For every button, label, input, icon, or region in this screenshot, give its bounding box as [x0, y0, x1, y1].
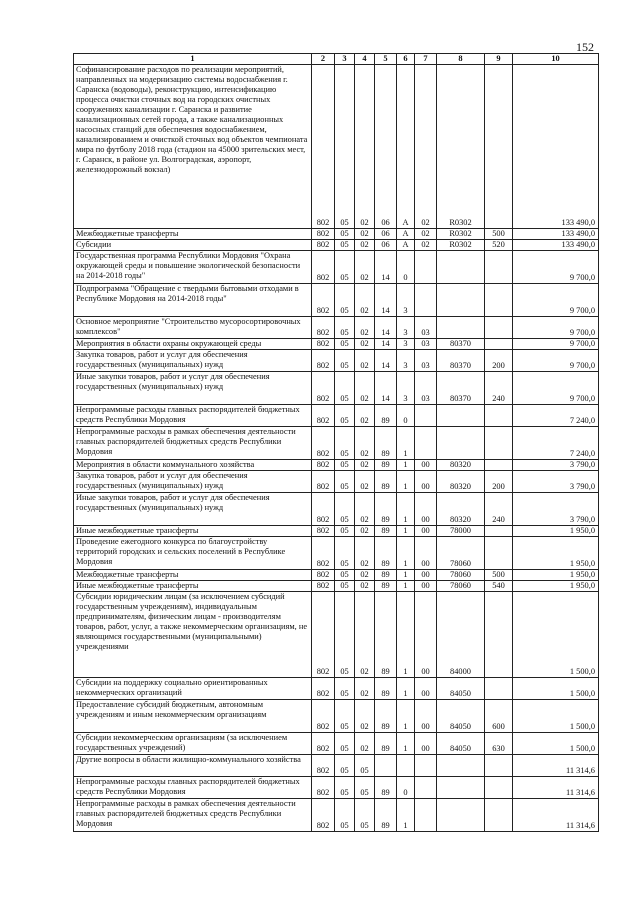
- activity-cell: [415, 755, 437, 777]
- expense-type-cell: [485, 678, 513, 700]
- direction-cell: 84050: [437, 700, 485, 733]
- activity-cell: [415, 799, 437, 832]
- budget-table-wrapper: [73, 53, 599, 832]
- subprogram-cell: А: [397, 229, 415, 240]
- activity-cell: 03: [415, 350, 437, 372]
- subsection-cell: 02: [355, 427, 375, 460]
- program-cell: 14: [375, 317, 397, 339]
- activity-cell: 02: [415, 229, 437, 240]
- activity-cell: 00: [415, 592, 437, 678]
- section-cell: 05: [335, 700, 355, 733]
- table-row: [74, 733, 599, 755]
- program-cell: 89: [375, 733, 397, 755]
- amount-cell: 9 700,0: [513, 284, 599, 317]
- column-header-5: 5: [375, 54, 397, 65]
- direction-cell: 80370: [437, 339, 485, 350]
- activity-cell: 00: [415, 526, 437, 537]
- expense-type-cell: [485, 460, 513, 471]
- direction-cell: 78000: [437, 526, 485, 537]
- row-name-cell: Субсидии юридическим лицам (за исключением субсидий государственным учреждениям), индивидуальным предпринимателям, физическим лицам - производителям товаров, работ, услуг, а также некоммерческим организациям, не являющимся государственными (муниципальными) учреждениями: [74, 592, 312, 678]
- direction-cell: [437, 777, 485, 799]
- table-row: [74, 471, 599, 493]
- section-cell: 05: [335, 581, 355, 592]
- table-row: [74, 284, 599, 317]
- amount-cell: 1 950,0: [513, 526, 599, 537]
- subprogram-cell: 3: [397, 350, 415, 372]
- grbs-cell: 802: [312, 350, 335, 372]
- direction-cell: 80320: [437, 460, 485, 471]
- subsection-cell: 02: [355, 460, 375, 471]
- amount-cell: 7 240,0: [513, 405, 599, 427]
- amount-cell: 133 490,0: [513, 65, 599, 229]
- activity-cell: [415, 284, 437, 317]
- activity-cell: 00: [415, 700, 437, 733]
- table-body: [74, 65, 599, 832]
- program-cell: 89: [375, 799, 397, 832]
- table-row: [74, 537, 599, 570]
- table-row: [74, 460, 599, 471]
- program-cell: 89: [375, 700, 397, 733]
- table-row: [74, 251, 599, 284]
- row-name-cell: Иные закупки товаров, работ и услуг для обеспечения государственных (муниципальных) нужд: [74, 372, 312, 405]
- direction-cell: 80370: [437, 350, 485, 372]
- program-cell: 14: [375, 339, 397, 350]
- table-row: [74, 526, 599, 537]
- subprogram-cell: 1: [397, 460, 415, 471]
- grbs-cell: 802: [312, 240, 335, 251]
- amount-cell: 1 500,0: [513, 733, 599, 755]
- subsection-cell: 02: [355, 678, 375, 700]
- table-row: [74, 65, 599, 229]
- direction-cell: [437, 251, 485, 284]
- amount-cell: 1 500,0: [513, 592, 599, 678]
- column-header-9: 9: [485, 54, 513, 65]
- section-cell: 05: [335, 284, 355, 317]
- grbs-cell: 802: [312, 460, 335, 471]
- section-cell: 05: [335, 471, 355, 493]
- section-cell: 05: [335, 526, 355, 537]
- direction-cell: [437, 405, 485, 427]
- expense-type-cell: 600: [485, 700, 513, 733]
- subsection-cell: 02: [355, 493, 375, 526]
- direction-cell: [437, 317, 485, 339]
- row-name-cell: Непрограммные расходы главных распорядителей бюджетных средств Республики Мордовия: [74, 777, 312, 799]
- expense-type-cell: [485, 526, 513, 537]
- program-cell: 89: [375, 581, 397, 592]
- row-name-cell: Межбюджетные трансферты: [74, 229, 312, 240]
- activity-cell: 00: [415, 581, 437, 592]
- subsection-cell: 02: [355, 581, 375, 592]
- expense-type-cell: [485, 405, 513, 427]
- amount-cell: 3 790,0: [513, 493, 599, 526]
- activity-cell: [415, 427, 437, 460]
- subsection-cell: 02: [355, 339, 375, 350]
- column-header-2: 2: [312, 54, 335, 65]
- direction-cell: [437, 755, 485, 777]
- amount-cell: 3 790,0: [513, 471, 599, 493]
- row-name-cell: Софинансирование расходов по реализации мероприятий, направленных на модернизацию системы водоснабжения г. Саранска (водоводы), реконструкцию, интенсификацию процесса очистки сточных вод на городских очистных сооружениях канализации г. Саранска и развитие канализационных сетей города, а также канализационных насосных станций для обеспечения водоснабжением, канализированием и очисткой сточных вод объектов чемпионата мира по футболу 2018 года (стадион на 45000 зрительских мест, г. Саранск, в районе ул. Волгоградская, аэропорт, железнодорожный вокзал): [74, 65, 312, 229]
- subprogram-cell: 1: [397, 592, 415, 678]
- subsection-cell: 02: [355, 284, 375, 317]
- activity-cell: 02: [415, 240, 437, 251]
- table-row: [74, 678, 599, 700]
- activity-cell: 02: [415, 65, 437, 229]
- subsection-cell: 05: [355, 755, 375, 777]
- subprogram-cell: 3: [397, 339, 415, 350]
- grbs-cell: 802: [312, 592, 335, 678]
- subsection-cell: 02: [355, 229, 375, 240]
- subsection-cell: 02: [355, 471, 375, 493]
- amount-cell: 1 950,0: [513, 537, 599, 570]
- subsection-cell: 02: [355, 65, 375, 229]
- direction-cell: 84050: [437, 678, 485, 700]
- program-cell: 14: [375, 372, 397, 405]
- direction-cell: 78060: [437, 581, 485, 592]
- amount-cell: 9 700,0: [513, 317, 599, 339]
- activity-cell: 00: [415, 570, 437, 581]
- section-cell: 05: [335, 460, 355, 471]
- grbs-cell: 802: [312, 755, 335, 777]
- program-cell: 06: [375, 240, 397, 251]
- amount-cell: 7 240,0: [513, 427, 599, 460]
- table-row: [74, 570, 599, 581]
- grbs-cell: 802: [312, 229, 335, 240]
- subsection-cell: 02: [355, 372, 375, 405]
- row-name-cell: Субсидии некоммерческим организациям (за исключением государственных учреждений): [74, 733, 312, 755]
- expense-type-cell: 240: [485, 372, 513, 405]
- section-cell: 05: [335, 493, 355, 526]
- section-cell: 05: [335, 405, 355, 427]
- grbs-cell: 802: [312, 372, 335, 405]
- program-cell: 06: [375, 229, 397, 240]
- activity-cell: [415, 777, 437, 799]
- column-header-8: 8: [437, 54, 485, 65]
- row-name-cell: Непрограммные расходы главных распорядителей бюджетных средств Республики Мордовия: [74, 405, 312, 427]
- amount-cell: 1 500,0: [513, 678, 599, 700]
- subsection-cell: 02: [355, 592, 375, 678]
- row-name-cell: Непрограммные расходы в рамках обеспечения деятельности главных распорядителей бюджетных средств Республики Мордовия: [74, 799, 312, 832]
- amount-cell: 9 700,0: [513, 372, 599, 405]
- table-row: [74, 229, 599, 240]
- subprogram-cell: 1: [397, 733, 415, 755]
- amount-cell: 9 700,0: [513, 251, 599, 284]
- row-name-cell: Субсидии на поддержку социально ориентированных некоммерческих организаций: [74, 678, 312, 700]
- activity-cell: 03: [415, 317, 437, 339]
- grbs-cell: 802: [312, 427, 335, 460]
- program-cell: 89: [375, 405, 397, 427]
- amount-cell: 1 950,0: [513, 570, 599, 581]
- row-name-cell: Основное мероприятие "Строительство мусоросортировочных комплексов": [74, 317, 312, 339]
- activity-cell: 03: [415, 339, 437, 350]
- program-cell: 89: [375, 526, 397, 537]
- subprogram-cell: 1: [397, 526, 415, 537]
- expense-type-cell: 200: [485, 350, 513, 372]
- expense-type-cell: 500: [485, 570, 513, 581]
- grbs-cell: 802: [312, 537, 335, 570]
- subsection-cell: 05: [355, 799, 375, 832]
- direction-cell: R0302: [437, 229, 485, 240]
- expense-type-cell: [485, 799, 513, 832]
- subsection-cell: 02: [355, 317, 375, 339]
- direction-cell: [437, 799, 485, 832]
- expense-type-cell: [485, 317, 513, 339]
- subprogram-cell: 1: [397, 799, 415, 832]
- expense-type-cell: [485, 537, 513, 570]
- activity-cell: 00: [415, 460, 437, 471]
- grbs-cell: 802: [312, 471, 335, 493]
- expense-type-cell: 240: [485, 493, 513, 526]
- grbs-cell: 802: [312, 700, 335, 733]
- subprogram-cell: 0: [397, 405, 415, 427]
- amount-cell: 11 314,6: [513, 755, 599, 777]
- direction-cell: 80320: [437, 471, 485, 493]
- grbs-cell: 802: [312, 526, 335, 537]
- direction-cell: R0302: [437, 240, 485, 251]
- expense-type-cell: [485, 284, 513, 317]
- grbs-cell: 802: [312, 65, 335, 229]
- section-cell: 05: [335, 339, 355, 350]
- subprogram-cell: 3: [397, 317, 415, 339]
- subprogram-cell: 1: [397, 678, 415, 700]
- section-cell: 05: [335, 537, 355, 570]
- grbs-cell: 802: [312, 493, 335, 526]
- expense-type-cell: 630: [485, 733, 513, 755]
- expense-type-cell: [485, 755, 513, 777]
- expense-type-cell: [485, 777, 513, 799]
- program-cell: 89: [375, 537, 397, 570]
- page-number: 152: [576, 40, 594, 54]
- activity-cell: 00: [415, 471, 437, 493]
- grbs-cell: 802: [312, 570, 335, 581]
- budget-table: [73, 53, 599, 832]
- program-cell: 89: [375, 777, 397, 799]
- table-row: [74, 755, 599, 777]
- section-cell: 05: [335, 317, 355, 339]
- activity-cell: 00: [415, 537, 437, 570]
- row-name-cell: Мероприятия в области охраны окружающей среды: [74, 339, 312, 350]
- subsection-cell: 02: [355, 733, 375, 755]
- direction-cell: [437, 284, 485, 317]
- activity-cell: [415, 405, 437, 427]
- column-header-4: 4: [355, 54, 375, 65]
- grbs-cell: 802: [312, 777, 335, 799]
- subsection-cell: 02: [355, 700, 375, 733]
- grbs-cell: 802: [312, 733, 335, 755]
- row-name-cell: Подпрограмма "Обращение с твердыми бытовыми отходами в Республике Мордовия на 2014-2018 годы": [74, 284, 312, 317]
- row-name-cell: Иные межбюджетные трансферты: [74, 581, 312, 592]
- expense-type-cell: 540: [485, 581, 513, 592]
- column-header-10: 10: [513, 54, 599, 65]
- subsection-cell: 02: [355, 526, 375, 537]
- amount-cell: 1 950,0: [513, 581, 599, 592]
- section-cell: 05: [335, 570, 355, 581]
- program-cell: 14: [375, 251, 397, 284]
- table-row: [74, 350, 599, 372]
- section-cell: 05: [335, 65, 355, 229]
- column-header-3: 3: [335, 54, 355, 65]
- table-row: [74, 317, 599, 339]
- expense-type-cell: [485, 65, 513, 229]
- section-cell: 05: [335, 427, 355, 460]
- direction-cell: 78060: [437, 570, 485, 581]
- amount-cell: 133 490,0: [513, 229, 599, 240]
- subprogram-cell: 0: [397, 251, 415, 284]
- table-row: [74, 592, 599, 678]
- program-cell: 89: [375, 592, 397, 678]
- table-row: [74, 777, 599, 799]
- row-name-cell: Субсидии: [74, 240, 312, 251]
- expense-type-cell: [485, 592, 513, 678]
- grbs-cell: 802: [312, 799, 335, 832]
- activity-cell: 00: [415, 493, 437, 526]
- direction-cell: 78060: [437, 537, 485, 570]
- column-header-1: 1: [74, 54, 312, 65]
- subprogram-cell: 1: [397, 570, 415, 581]
- subsection-cell: 02: [355, 537, 375, 570]
- row-name-cell: Предоставление субсидий бюджетным, автономным учреждениям и иным некоммерческим организациям: [74, 700, 312, 733]
- table-row: [74, 581, 599, 592]
- section-cell: 05: [335, 240, 355, 251]
- expense-type-cell: [485, 339, 513, 350]
- row-name-cell: Закупка товаров, работ и услуг для обеспечения государственных (муниципальных) нужд: [74, 350, 312, 372]
- table-row: [74, 493, 599, 526]
- subsection-cell: 02: [355, 251, 375, 284]
- row-name-cell: Проведение ежегодного конкурса по благоустройству территорий городских и сельских поселений в Республике Мордовия: [74, 537, 312, 570]
- table-row: [74, 700, 599, 733]
- subprogram-cell: 0: [397, 777, 415, 799]
- grbs-cell: 802: [312, 317, 335, 339]
- subsection-cell: 05: [355, 777, 375, 799]
- table-row: [74, 240, 599, 251]
- section-cell: 05: [335, 350, 355, 372]
- table-row: [74, 799, 599, 832]
- program-cell: 89: [375, 493, 397, 526]
- subprogram-cell: 1: [397, 537, 415, 570]
- subsection-cell: 02: [355, 240, 375, 251]
- grbs-cell: 802: [312, 678, 335, 700]
- amount-cell: 1 500,0: [513, 700, 599, 733]
- subprogram-cell: 1: [397, 700, 415, 733]
- section-cell: 05: [335, 799, 355, 832]
- section-cell: 05: [335, 372, 355, 405]
- program-cell: 89: [375, 460, 397, 471]
- activity-cell: [415, 251, 437, 284]
- expense-type-cell: [485, 251, 513, 284]
- column-header-6: 6: [397, 54, 415, 65]
- section-cell: 05: [335, 733, 355, 755]
- direction-cell: R0302: [437, 65, 485, 229]
- direction-cell: 80370: [437, 372, 485, 405]
- grbs-cell: 802: [312, 581, 335, 592]
- section-cell: 05: [335, 777, 355, 799]
- section-cell: 05: [335, 229, 355, 240]
- amount-cell: 3 790,0: [513, 460, 599, 471]
- direction-cell: [437, 427, 485, 460]
- subprogram-cell: А: [397, 240, 415, 251]
- activity-cell: 03: [415, 372, 437, 405]
- subprogram-cell: 1: [397, 493, 415, 526]
- amount-cell: 11 314,6: [513, 799, 599, 832]
- subprogram-cell: 3: [397, 372, 415, 405]
- subprogram-cell: 1: [397, 581, 415, 592]
- subprogram-cell: 3: [397, 284, 415, 317]
- section-cell: 05: [335, 592, 355, 678]
- section-cell: 05: [335, 251, 355, 284]
- subsection-cell: 02: [355, 350, 375, 372]
- expense-type-cell: 200: [485, 471, 513, 493]
- row-name-cell: Мероприятия в области коммунального хозяйства: [74, 460, 312, 471]
- subprogram-cell: [397, 755, 415, 777]
- subsection-cell: 02: [355, 405, 375, 427]
- expense-type-cell: 520: [485, 240, 513, 251]
- program-cell: 89: [375, 471, 397, 493]
- section-cell: 05: [335, 678, 355, 700]
- subprogram-cell: 1: [397, 427, 415, 460]
- grbs-cell: 802: [312, 405, 335, 427]
- table-row: [74, 405, 599, 427]
- row-name-cell: Государственная программа Республики Мордовия "Охрана окружающей среды и повышение экологической безопасности на 2014-2018 годы": [74, 251, 312, 284]
- expense-type-cell: [485, 427, 513, 460]
- grbs-cell: 802: [312, 251, 335, 284]
- program-cell: [375, 755, 397, 777]
- program-cell: 89: [375, 678, 397, 700]
- expense-type-cell: 500: [485, 229, 513, 240]
- row-name-cell: Другие вопросы в области жилищно-коммунального хозяйства: [74, 755, 312, 777]
- grbs-cell: 802: [312, 284, 335, 317]
- direction-cell: 80320: [437, 493, 485, 526]
- subsection-cell: 02: [355, 570, 375, 581]
- section-cell: 05: [335, 755, 355, 777]
- amount-cell: 11 314,6: [513, 777, 599, 799]
- row-name-cell: Межбюджетные трансферты: [74, 570, 312, 581]
- row-name-cell: Иные межбюджетные трансферты: [74, 526, 312, 537]
- activity-cell: 00: [415, 733, 437, 755]
- amount-cell: 9 700,0: [513, 350, 599, 372]
- row-name-cell: Иные закупки товаров, работ и услуг для обеспечения государственных (муниципальных) нужд: [74, 493, 312, 526]
- amount-cell: 133 490,0: [513, 240, 599, 251]
- row-name-cell: Непрограммные расходы в рамках обеспечения деятельности главных распорядителей бюджетных средств Республики Мордовия: [74, 427, 312, 460]
- subprogram-cell: 1: [397, 471, 415, 493]
- table-row: [74, 339, 599, 350]
- row-name-cell: Закупка товаров, работ и услуг для обеспечения государственных (муниципальных) нужд: [74, 471, 312, 493]
- activity-cell: 00: [415, 678, 437, 700]
- table-header-row: [74, 54, 599, 65]
- program-cell: 89: [375, 570, 397, 581]
- grbs-cell: 802: [312, 339, 335, 350]
- column-header-7: 7: [415, 54, 437, 65]
- table-row: [74, 372, 599, 405]
- table-row: [74, 427, 599, 460]
- amount-cell: 9 700,0: [513, 339, 599, 350]
- program-cell: 06: [375, 65, 397, 229]
- direction-cell: 84050: [437, 733, 485, 755]
- program-cell: 14: [375, 350, 397, 372]
- program-cell: 14: [375, 284, 397, 317]
- direction-cell: 84000: [437, 592, 485, 678]
- subprogram-cell: А: [397, 65, 415, 229]
- program-cell: 89: [375, 427, 397, 460]
